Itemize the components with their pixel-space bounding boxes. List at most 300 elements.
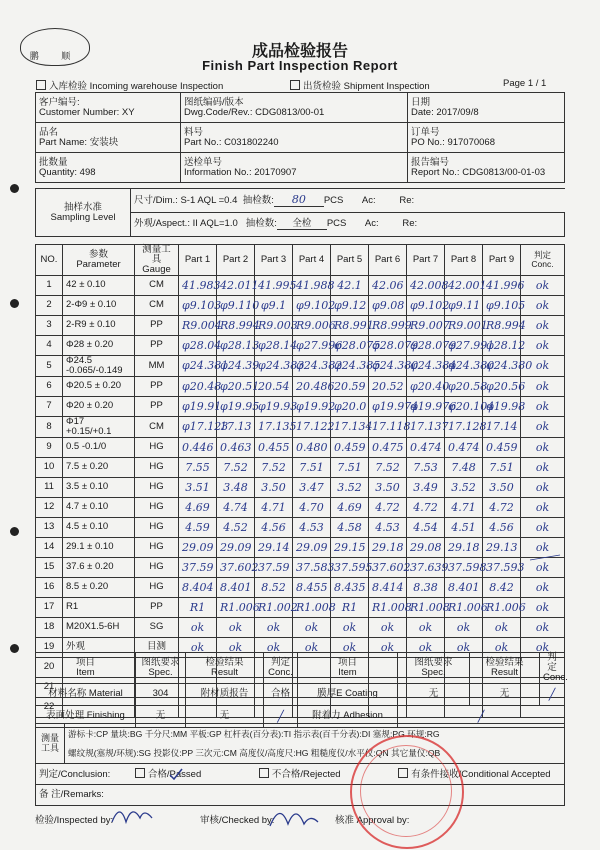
row-part-7-value: 8.38 [407,577,445,597]
row-conclusion: ok [521,637,565,657]
row-part-2-value: 8.401 [217,577,255,597]
coating-conc-mark: ╱ [540,683,565,705]
row-part-7-value: φ28.079 [407,335,445,355]
col-part-7: Part 7 [407,245,445,276]
row-parameter: 4.7 ± 0.10 [63,497,135,517]
row-part-3-value: φ24.383 [255,355,293,376]
row-part-6-value: R1.008 [369,597,407,617]
dim-pcs: PCS [323,195,344,207]
row-part-2-value: φ19.95 [217,396,255,416]
material-label: 材料名称 Material [36,683,136,705]
row-conclusion: ok [521,295,565,315]
row-part-7-value: ok [407,617,445,637]
row-part-8-value: φ20.58 [445,376,483,396]
row-part-6-value: φ9.08 [369,295,407,315]
row-part-5-value: φ28.075 [331,335,369,355]
row-part-4-value: 0.480 [293,437,331,457]
gauge-legend-line1: 游标卡:CP 量块:BG 千分尺:MM 平板:GP 杠杆表(百分表):TI 指示表(百千分表):DI 塞规:PG 环规:RG [68,728,440,739]
row-part-9-value: R1.006 [483,597,521,617]
row-part-4-value: 8.455 [293,577,331,597]
col-part-5: Part 5 [331,245,369,276]
row-part-3-value: φ28.14 [255,335,293,355]
spec-h-item-2: 项目 Item [298,653,398,684]
row-part-1-value: ok [179,617,217,637]
row-part-5-value: 8.435 [331,577,369,597]
row-part-6-value: 20.52 [369,376,407,396]
row-part-1-value: 4.59 [179,517,217,537]
row-part-5-value: 42.1 [331,275,369,295]
row-number: 7 [36,396,63,416]
row-part-5-value: 3.52 [331,477,369,497]
col-part-6: Part 6 [369,245,407,276]
row-parameter: Φ20.5 ± 0.20 [63,376,135,396]
row-part-4-value: R1.008 [293,597,331,617]
inspector-signature [112,812,152,822]
spec-h-spec-2: 图纸要求 Spec. [398,653,470,684]
row-parameter: 3.5 ± 0.10 [63,477,135,497]
gauge-legend-label: 测量工具 [36,724,65,764]
row-part-2-value: 4.74 [217,497,255,517]
row-part-7-value: φ24.384 [407,355,445,376]
pname-value: 安装块 [89,136,119,148]
row-part-4-value: 20.486 [293,376,331,396]
report-title-cn: 成品检验报告 [251,43,348,60]
report-title-en: Finish Part Inspection Report [202,58,398,73]
shipment-check[interactable]: 出货检验 Shipment Inspection [290,78,430,92]
row-part-3-value: 0.455 [255,437,293,457]
spec-h-result-2: 检验结果 Result [470,653,540,684]
row-part-9-value: ok [483,637,521,657]
row-part-6-value: 42.06 [369,275,407,295]
row-conclusion: ok [521,355,565,376]
row-gauge: PP [135,376,179,396]
dim-ac: Ac: [361,195,376,207]
row-part-6-value: 4.72 [369,497,407,517]
row-part-3-value: 37.59 [255,557,293,577]
row-part-8-value: 0.474 [445,437,483,457]
company-logo: 鹏 顺 [20,28,90,66]
row-part-6-value: ok [369,617,407,637]
row-part-1-value: φ28.04 [179,335,217,355]
row-part-4-value: 29.09 [293,537,331,557]
row-part-3-value: φ19.93 [255,396,293,416]
infono-value: 20170907 [254,166,297,178]
row-part-8-value: φ27.991 [445,335,483,355]
row-gauge: PP [135,315,179,335]
row-gauge: 目测 [135,637,179,657]
conditional-option[interactable]: 有条件接收/Conditional Accepted [398,769,550,780]
row-number: 19 [36,637,63,657]
spec-h-conc-2: 判定 Conc. [540,653,565,684]
row-gauge: PP [135,335,179,355]
row-part-9-value: 3.50 [483,477,521,497]
row-conclusion: ok [521,617,565,637]
row-part-3-value: 29.14 [255,537,293,557]
row-part-3-value: 8.52 [255,577,293,597]
row-conclusion: ok [521,376,565,396]
row-part-7-value: φ20.40 [407,376,445,396]
po-value: 917070068 [447,136,495,148]
row-part-3-value: 41.995 [255,275,293,295]
row-part-1-value: φ17.123 [179,416,217,437]
row-part-9-value: φ9.105 [483,295,521,315]
row-part-8-value: 4.51 [445,517,483,537]
row-part-3-value: 17.135 [255,416,293,437]
row-conclusion: ok [521,497,565,517]
row-part-6-value: φ28.079 [369,335,407,355]
row-part-4-value: 4.70 [293,497,331,517]
gauge-legend-line2: 螺纹规(塞规/环规):SG 投影仪:PP 三次元:CM 高度仪/高度尺:HG 粗糙度仪/水平仪:QN 其它量仪:QB [68,747,441,758]
row-part-5-value: φ20.0 [331,396,369,416]
row-part-1-value: 37.59 [179,557,217,577]
row-part-4-value: 3.47 [293,477,331,497]
row-part-7-value: φ19.976 [407,396,445,416]
passed-checkmark [170,769,182,779]
row-part-4-value: φ19.92 [293,396,331,416]
row-part-9-value: φ24.380 [483,355,521,376]
row-conclusion: ok [521,416,565,437]
row-number: 20 [36,657,63,677]
row-part-3-value: ok [255,617,293,637]
row-part-1-value: 3.51 [179,477,217,497]
row-part-2-value: 0.463 [217,437,255,457]
row-part-8-value: φ9.11 [445,295,483,315]
row-parameter: 外观 [63,637,135,657]
pno-value: C031802240 [224,136,279,148]
po-label: PO No.: [411,136,445,148]
row-number: 11 [36,477,63,497]
row-gauge: PP [135,597,179,617]
row-number: 4 [36,335,63,355]
row-part-1-value: ok [179,637,217,657]
row-gauge: HG [135,537,179,557]
row-parameter: 8.5 ± 0.20 [63,577,135,597]
row-conclusion: ok [521,335,565,355]
row-conclusion: ok [521,437,565,457]
row-part-8-value: 4.71 [445,497,483,517]
row-part-4-value: 4.53 [293,517,331,537]
row-number: 16 [36,577,63,597]
adhesion-label: 附着力 Adhesion [298,705,398,727]
finishing-label: 表面处理 Finishing [36,705,136,727]
row-number: 10 [36,457,63,477]
row-part-7-value: 7.53 [407,457,445,477]
dim-qty-label: 抽检数: [242,195,274,207]
po-label-cn: 订单号 [411,126,440,138]
row-part-2-value: 29.09 [217,537,255,557]
row-part-4-value: 17.122 [293,416,331,437]
row-part-5-value: φ24.385 [331,355,369,376]
annotation-stroke [530,555,560,560]
row-part-6-value: 0.475 [369,437,407,457]
row-part-8-value: φ24.380 [445,355,483,376]
aspect-aql: 外观/Aspect.: II AQL=1.0 [134,218,238,230]
row-part-7-value: 3.49 [407,477,445,497]
row-parameter: 4.5 ± 0.10 [63,517,135,537]
row-part-4-value: 37.583 [293,557,331,577]
row-part-2-value: ok [217,617,255,637]
row-part-9-value: φ19.98 [483,396,521,416]
remarks-label: 备 注/Remarks: [39,789,104,801]
row-parameter: 2-Φ9 ± 0.10 [63,295,135,315]
row-part-1-value: 41.983 [179,275,217,295]
row-part-6-value: ok [369,637,407,657]
row-part-2-value: 7.52 [217,457,255,477]
spec-h-conc: 判定 Conc. [264,653,298,684]
row-part-9-value: 4.72 [483,497,521,517]
checked-by: 审核/Checked by: [200,815,275,826]
row-part-3-value: φ9.1 [255,295,293,315]
row-part-8-value: 37.598 [445,557,483,577]
row-conclusion: ok [521,597,565,617]
row-conclusion: ok [521,275,565,295]
dim-aql: 尺寸/Dim.: S-1 AQL =0.4 [134,195,238,207]
row-part-5-value: 37.595 [331,557,369,577]
row-part-5-value: R8.991 [331,315,369,335]
row-part-3-value: ok [255,637,293,657]
row-part-8-value: R1.006 [445,597,483,617]
row-part-4-value: φ27.996 [293,335,331,355]
row-part-7-value: R9.007 [407,315,445,335]
row-part-8-value: 29.18 [445,537,483,557]
row-part-9-value: 7.51 [483,457,521,477]
row-part-8-value: 17.128 [445,416,483,437]
row-part-4-value: ok [293,637,331,657]
material-conc: 合格 [264,683,298,705]
finishing-result: 无 [186,705,264,727]
row-part-6-value: 37.602 [369,557,407,577]
row-gauge: HG [135,517,179,537]
row-part-1-value: 4.69 [179,497,217,517]
row-part-1-value: 7.55 [179,457,217,477]
customer-label: Customer Number: [39,106,120,118]
row-part-2-value: 37.602 [217,557,255,577]
row-part-9-value: φ20.56 [483,376,521,396]
col-conclusion: 判定 Conc. [521,245,565,276]
row-part-6-value: 8.414 [369,577,407,597]
row-conclusion: ok [521,537,565,557]
row-number: 18 [36,617,63,637]
row-part-5-value: ok [331,617,369,637]
row-conclusion: ok [521,517,565,537]
row-part-3-value: 4.71 [255,497,293,517]
row-part-4-value: R9.006 [293,315,331,335]
spec-h-spec: 图纸要求 Spec. [136,653,186,684]
col-part-9: Part 9 [483,245,521,276]
row-part-3-value: 3.50 [255,477,293,497]
aspect-re: Re: [402,218,418,230]
report-value: CDG0813/00-01-03 [462,166,546,178]
row-number: 12 [36,497,63,517]
row-part-2-value: 42.011 [217,275,255,295]
row-part-2-value: R8.994 [217,315,255,335]
row-part-6-value: 17.118 [369,416,407,437]
date-label: Date: [411,106,434,118]
col-part-3: Part 3 [255,245,293,276]
page-number: Page 1 / 1 [503,78,547,89]
row-part-5-value: 4.69 [331,497,369,517]
pname-label: Part Name: [39,136,88,148]
row-part-5-value: 4.58 [331,517,369,537]
row-part-2-value: ok [217,637,255,657]
row-part-5-value: φ9.12 [331,295,369,315]
row-part-9-value: φ28.12 [483,335,521,355]
customer-label-cn: 客户编号: [39,96,80,108]
row-gauge: HG [135,557,179,577]
row-part-6-value: 7.52 [369,457,407,477]
row-part-2-value: φ20.51 [217,376,255,396]
row-number: 13 [36,517,63,537]
row-part-9-value: 4.56 [483,517,521,537]
row-part-8-value: 8.401 [445,577,483,597]
row-gauge: MM [135,355,179,376]
row-part-9-value: 41.996 [483,275,521,295]
row-part-3-value: 7.52 [255,457,293,477]
row-number: 21 [36,677,63,697]
pname-label-cn: 品名 [39,126,59,138]
row-part-4-value: φ24.382 [293,355,331,376]
col-gauge: 测量工具 Gauge [135,245,179,276]
row-part-5-value: R1 [331,597,369,617]
row-part-6-value: φ24.380 [369,355,407,376]
passed-option[interactable]: 合格/Passed [135,769,201,780]
coating-spec: 无 [398,683,470,705]
row-parameter: M20X1.5-6H [63,617,135,637]
row-part-4-value: ok [293,617,331,637]
row-part-8-value: ok [445,637,483,657]
row-part-1-value: 0.446 [179,437,217,457]
qty-label-cn: 批数量 [39,156,68,168]
inspected-by: 检验/Inspected by: [35,815,114,826]
row-part-8-value: φ20.104 [445,396,483,416]
aspect-pcs: PCS [326,218,347,230]
row-part-4-value: 41.988 [293,275,331,295]
row-part-8-value: 3.52 [445,477,483,497]
row-part-5-value: 17.134 [331,416,369,437]
row-gauge: PP [135,396,179,416]
row-number: 8 [36,416,63,437]
row-gauge: SG [135,617,179,637]
col-part-4: Part 4 [293,245,331,276]
row-part-9-value: R8.994 [483,315,521,335]
row-part-3-value: 4.56 [255,517,293,537]
finishing-spec: 无 [136,705,186,727]
material-result: 附材质报告 [186,683,264,705]
row-part-7-value: 37.639 [407,557,445,577]
row-parameter: Φ24.5 -0.065/-0.149 [63,355,135,376]
dwg-value: CDG0813/00-01 [255,106,325,118]
row-conclusion: ok [521,557,565,577]
row-part-4-value: 7.51 [293,457,331,477]
sampling-label: Sampling Level [50,211,116,223]
row-gauge: CM [135,416,179,437]
dim-qty-value: 80 [274,194,324,207]
row-gauge: CM [135,275,179,295]
row-gauge: HG [135,437,179,457]
row-parameter: 0.5 -0.1/0 [63,437,135,457]
row-conclusion: ok [521,477,565,497]
row-number: 22 [36,697,63,717]
col-part-1: Part 1 [179,245,217,276]
row-part-1-value: R9.004 [179,315,217,335]
row-part-7-value: 0.474 [407,437,445,457]
row-parameter: Φ17 +0.15/+0.1 [63,416,135,437]
row-number: 2 [36,295,63,315]
row-part-5-value: 29.15 [331,537,369,557]
row-parameter: Φ28 ± 0.20 [63,335,135,355]
pno-label-cn: 料号 [184,126,204,138]
row-part-6-value: 3.50 [369,477,407,497]
col-part-2: Part 2 [217,245,255,276]
qty-value: 498 [79,166,96,178]
row-part-2-value: 3.48 [217,477,255,497]
infono-label-cn: 送检单号 [184,156,223,168]
row-part-8-value: 42.001 [445,275,483,295]
row-number: 6 [36,376,63,396]
row-part-1-value: 29.09 [179,537,217,557]
infono-label: Information No.: [184,166,252,178]
row-number: 14 [36,537,63,557]
row-part-5-value: 20.59 [331,376,369,396]
col-no: NO. [36,245,63,276]
row-conclusion: ok [521,457,565,477]
row-parameter: 42 ± 0.10 [63,275,135,295]
row-part-2-value: φ28.13 [217,335,255,355]
row-part-2-value: 17.13 [217,416,255,437]
row-part-6-value: R8.999 [369,315,407,335]
row-part-8-value: 7.48 [445,457,483,477]
red-seal-stamp-inner [360,745,452,837]
row-number: 1 [36,275,63,295]
row-part-7-value: 17.137 [407,416,445,437]
report-label: Report No.: [411,166,460,178]
row-part-1-value: φ20.48 [179,376,217,396]
row-part-9-value: 8.42 [483,577,521,597]
coating-result: 无 [470,683,540,705]
row-gauge: HG [135,497,179,517]
rejected-option[interactable]: 不合格/Rejected [259,769,341,780]
report-label-cn: 报告编号 [411,156,450,168]
finishing-conc-mark: ╱ [264,705,298,727]
row-part-9-value: ok [483,617,521,637]
row-gauge: HG [135,477,179,497]
row-part-4-value: φ9.102 [293,295,331,315]
incoming-check[interactable]: 入库检验 Incoming warehouse Inspection [36,78,223,92]
row-gauge: HG [135,577,179,597]
row-part-7-value: 29.08 [407,537,445,557]
date-label-cn: 日期 [411,96,431,108]
spec-h-item: 项目 Item [36,653,136,684]
row-part-9-value: 29.13 [483,537,521,557]
row-part-8-value: ok [445,617,483,637]
row-conclusion: ok [521,315,565,335]
coating-label: 膜厚E Coating [298,683,398,705]
row-part-1-value: 8.404 [179,577,217,597]
row-parameter: Φ20 ± 0.20 [63,396,135,416]
row-part-7-value: 4.72 [407,497,445,517]
row-number: 17 [36,597,63,617]
row-part-5-value: 7.51 [331,457,369,477]
adhesion-mark: ╱ [398,705,565,727]
row-part-3-value: R9.003 [255,315,293,335]
row-part-6-value: 4.53 [369,517,407,537]
row-number: 3 [36,315,63,335]
pno-label: Part No.: [184,136,222,148]
row-part-1-value: φ24.381 [179,355,217,376]
row-part-7-value: 42.008 [407,275,445,295]
row-part-9-value: 0.459 [483,437,521,457]
checker-signature [270,813,318,826]
